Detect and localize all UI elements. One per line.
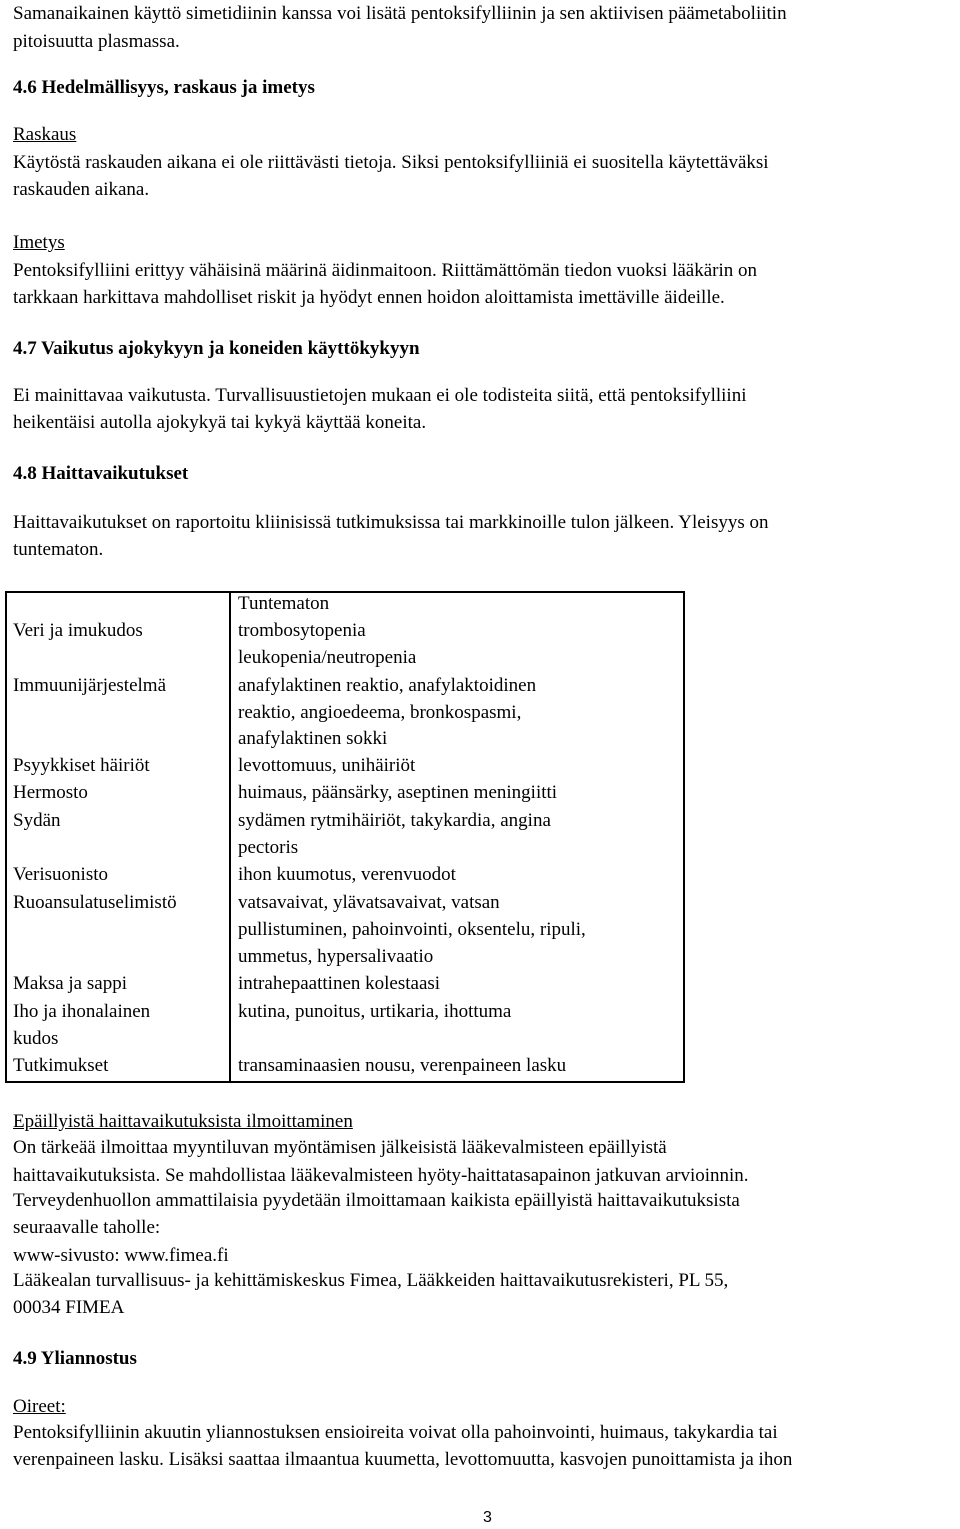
effect-verisuonisto-1: ihon kuumotus, verenvuodot xyxy=(238,864,456,885)
organ-sydan: Sydän xyxy=(13,810,61,831)
organ-iho-1: Iho ja ihonalainen xyxy=(13,1001,151,1022)
reporting-text-4: seuraavalle taholle: xyxy=(13,1217,161,1238)
section-4-9-text-2: verenpaineen lasku. Lisäksi saattaa ilmaantua kuumetta, levottomuutta, kasvojen punoittamista ja ihon xyxy=(13,1449,793,1470)
intro-line-1: Samanaikainen käyttö simetidiinin kanssa voi lisätä pentoksifylliinin ja sen aktiivisen päämetaboliitin xyxy=(13,3,787,24)
reporting-text-2: haittavaikutuksista. Se mahdollistaa lääkevalmisteen hyöty-haittatasapainon jatkuvan arvioinnin. xyxy=(13,1165,749,1186)
reporting-website: www-sivusto: www.fimea.fi xyxy=(13,1245,229,1266)
organ-veri: Veri ja imukudos xyxy=(13,620,143,641)
table-header-frequency: Tuntematon xyxy=(238,593,330,614)
imetys-text-1: Pentoksifylliini erittyy vähäisinä määrinä äidinmaitoon. Riittämättömän tiedon vuoksi lääkärin on xyxy=(13,260,758,281)
effect-sydan-1: sydämen rytmihäiriöt, takykardia, angina xyxy=(238,810,551,831)
section-4-7-text-2: heikentäisi autolla ajokykyä tai kykyä käyttää koneita. xyxy=(13,412,427,433)
effect-immuuni-1: anafylaktinen reaktio, anafylaktoidinen xyxy=(238,675,537,696)
effect-psyykkiset-1: levottomuus, unihäiriöt xyxy=(238,755,416,776)
section-4-6-heading: 4.6 Hedelmällisyys, raskaus ja imetys xyxy=(13,77,315,98)
intro-line-2: pitoisuutta plasmassa. xyxy=(13,31,180,52)
effect-tutkimukset-1: transaminaasien nousu, verenpaineen lasku xyxy=(238,1055,567,1076)
imetys-text-2: tarkkaan harkittava mahdolliset riskit ja hyödyt ennen hoidon aloittamista imettäville äideille. xyxy=(13,287,725,308)
effect-hermosto-1: huimaus, päänsärky, aseptinen meningiitti xyxy=(238,782,558,803)
reporting-address-2: 00034 FIMEA xyxy=(13,1297,125,1318)
raskaus-subheading: Raskaus xyxy=(13,124,77,145)
organ-iho-2: kudos xyxy=(13,1028,59,1049)
section-4-8-heading: 4.8 Haittavaikutukset xyxy=(13,463,189,484)
organ-psyykkiset: Psyykkiset häiriöt xyxy=(13,755,150,776)
effect-immuuni-3: anafylaktinen sokki xyxy=(238,728,388,749)
reporting-text-1: On tärkeää ilmoittaa myyntiluvan myöntämisen jälkeisistä lääkevalmisteen epäillyistä xyxy=(13,1137,667,1158)
effect-maksa-1: intrahepaattinen kolestaasi xyxy=(238,973,441,994)
section-4-8-text-1: Haittavaikutukset on raportoitu kliinisissä tutkimuksissa tai markkinoille tulon jälkeen. Yleisyys on xyxy=(13,512,769,533)
effect-ruoansulatus-1: vatsavaivat, ylävatsavaivat, vatsan xyxy=(238,892,500,913)
effect-veri-1: trombosytopenia xyxy=(238,620,366,641)
effect-ruoansulatus-3: ummetus, hypersalivaatio xyxy=(238,946,434,967)
raskaus-text-2: raskauden aikana. xyxy=(13,179,150,200)
organ-immuuni: Immuunijärjestelmä xyxy=(13,675,167,696)
effect-immuuni-2: reaktio, angioedeema, bronkospasmi, xyxy=(238,702,522,723)
reporting-text-3: Terveydenhuollon ammattilaisia pyydetään ilmoittamaan kaikista epäillyistä haittavaikutuksista xyxy=(13,1190,740,1211)
reporting-subheading: Epäillyistä haittavaikutuksista ilmoittaminen xyxy=(13,1111,353,1132)
organ-hermosto: Hermosto xyxy=(13,782,88,803)
organ-tutkimukset: Tutkimukset xyxy=(13,1055,109,1076)
table-column-divider xyxy=(229,591,231,1083)
organ-ruoansulatus: Ruoansulatuselimistö xyxy=(13,892,177,913)
oireet-subheading: Oireet: xyxy=(13,1396,66,1417)
effect-iho-1: kutina, punoitus, urtikaria, ihottuma xyxy=(238,1001,512,1022)
imetys-subheading: Imetys xyxy=(13,232,65,253)
section-4-7-heading: 4.7 Vaikutus ajokykyyn ja koneiden käyttökykyyn xyxy=(13,338,420,359)
effect-ruoansulatus-2: pullistuminen, pahoinvointi, oksentelu, ripuli, xyxy=(238,919,586,940)
section-4-9-heading: 4.9 Yliannostus xyxy=(13,1348,137,1369)
organ-verisuonisto: Verisuonisto xyxy=(13,864,108,885)
section-4-9-text-1: Pentoksifylliinin akuutin yliannostuksen ensioireita voivat olla pahoinvointi, huimaus, takykardia tai xyxy=(13,1422,778,1443)
effect-veri-2: leukopenia/neutropenia xyxy=(238,647,417,668)
effect-sydan-2: pectoris xyxy=(238,837,299,858)
section-4-7-text-1: Ei mainittavaa vaikutusta. Turvallisuustietojen mukaan ei ole todisteita siitä, että pentoksifylliini xyxy=(13,385,747,406)
reporting-address-1: Lääkealan turvallisuus- ja kehittämiskeskus Fimea, Lääkkeiden haittavaikutusrekisteri, PL 55, xyxy=(13,1270,729,1291)
raskaus-text-1: Käytöstä raskauden aikana ei ole riittävästi tietoja. Siksi pentoksifylliiniä ei suositella käytettäväksi xyxy=(13,152,769,173)
section-4-8-text-2: tuntematon. xyxy=(13,539,104,560)
organ-maksa: Maksa ja sappi xyxy=(13,973,127,994)
page-number: 3 xyxy=(483,1509,492,1526)
